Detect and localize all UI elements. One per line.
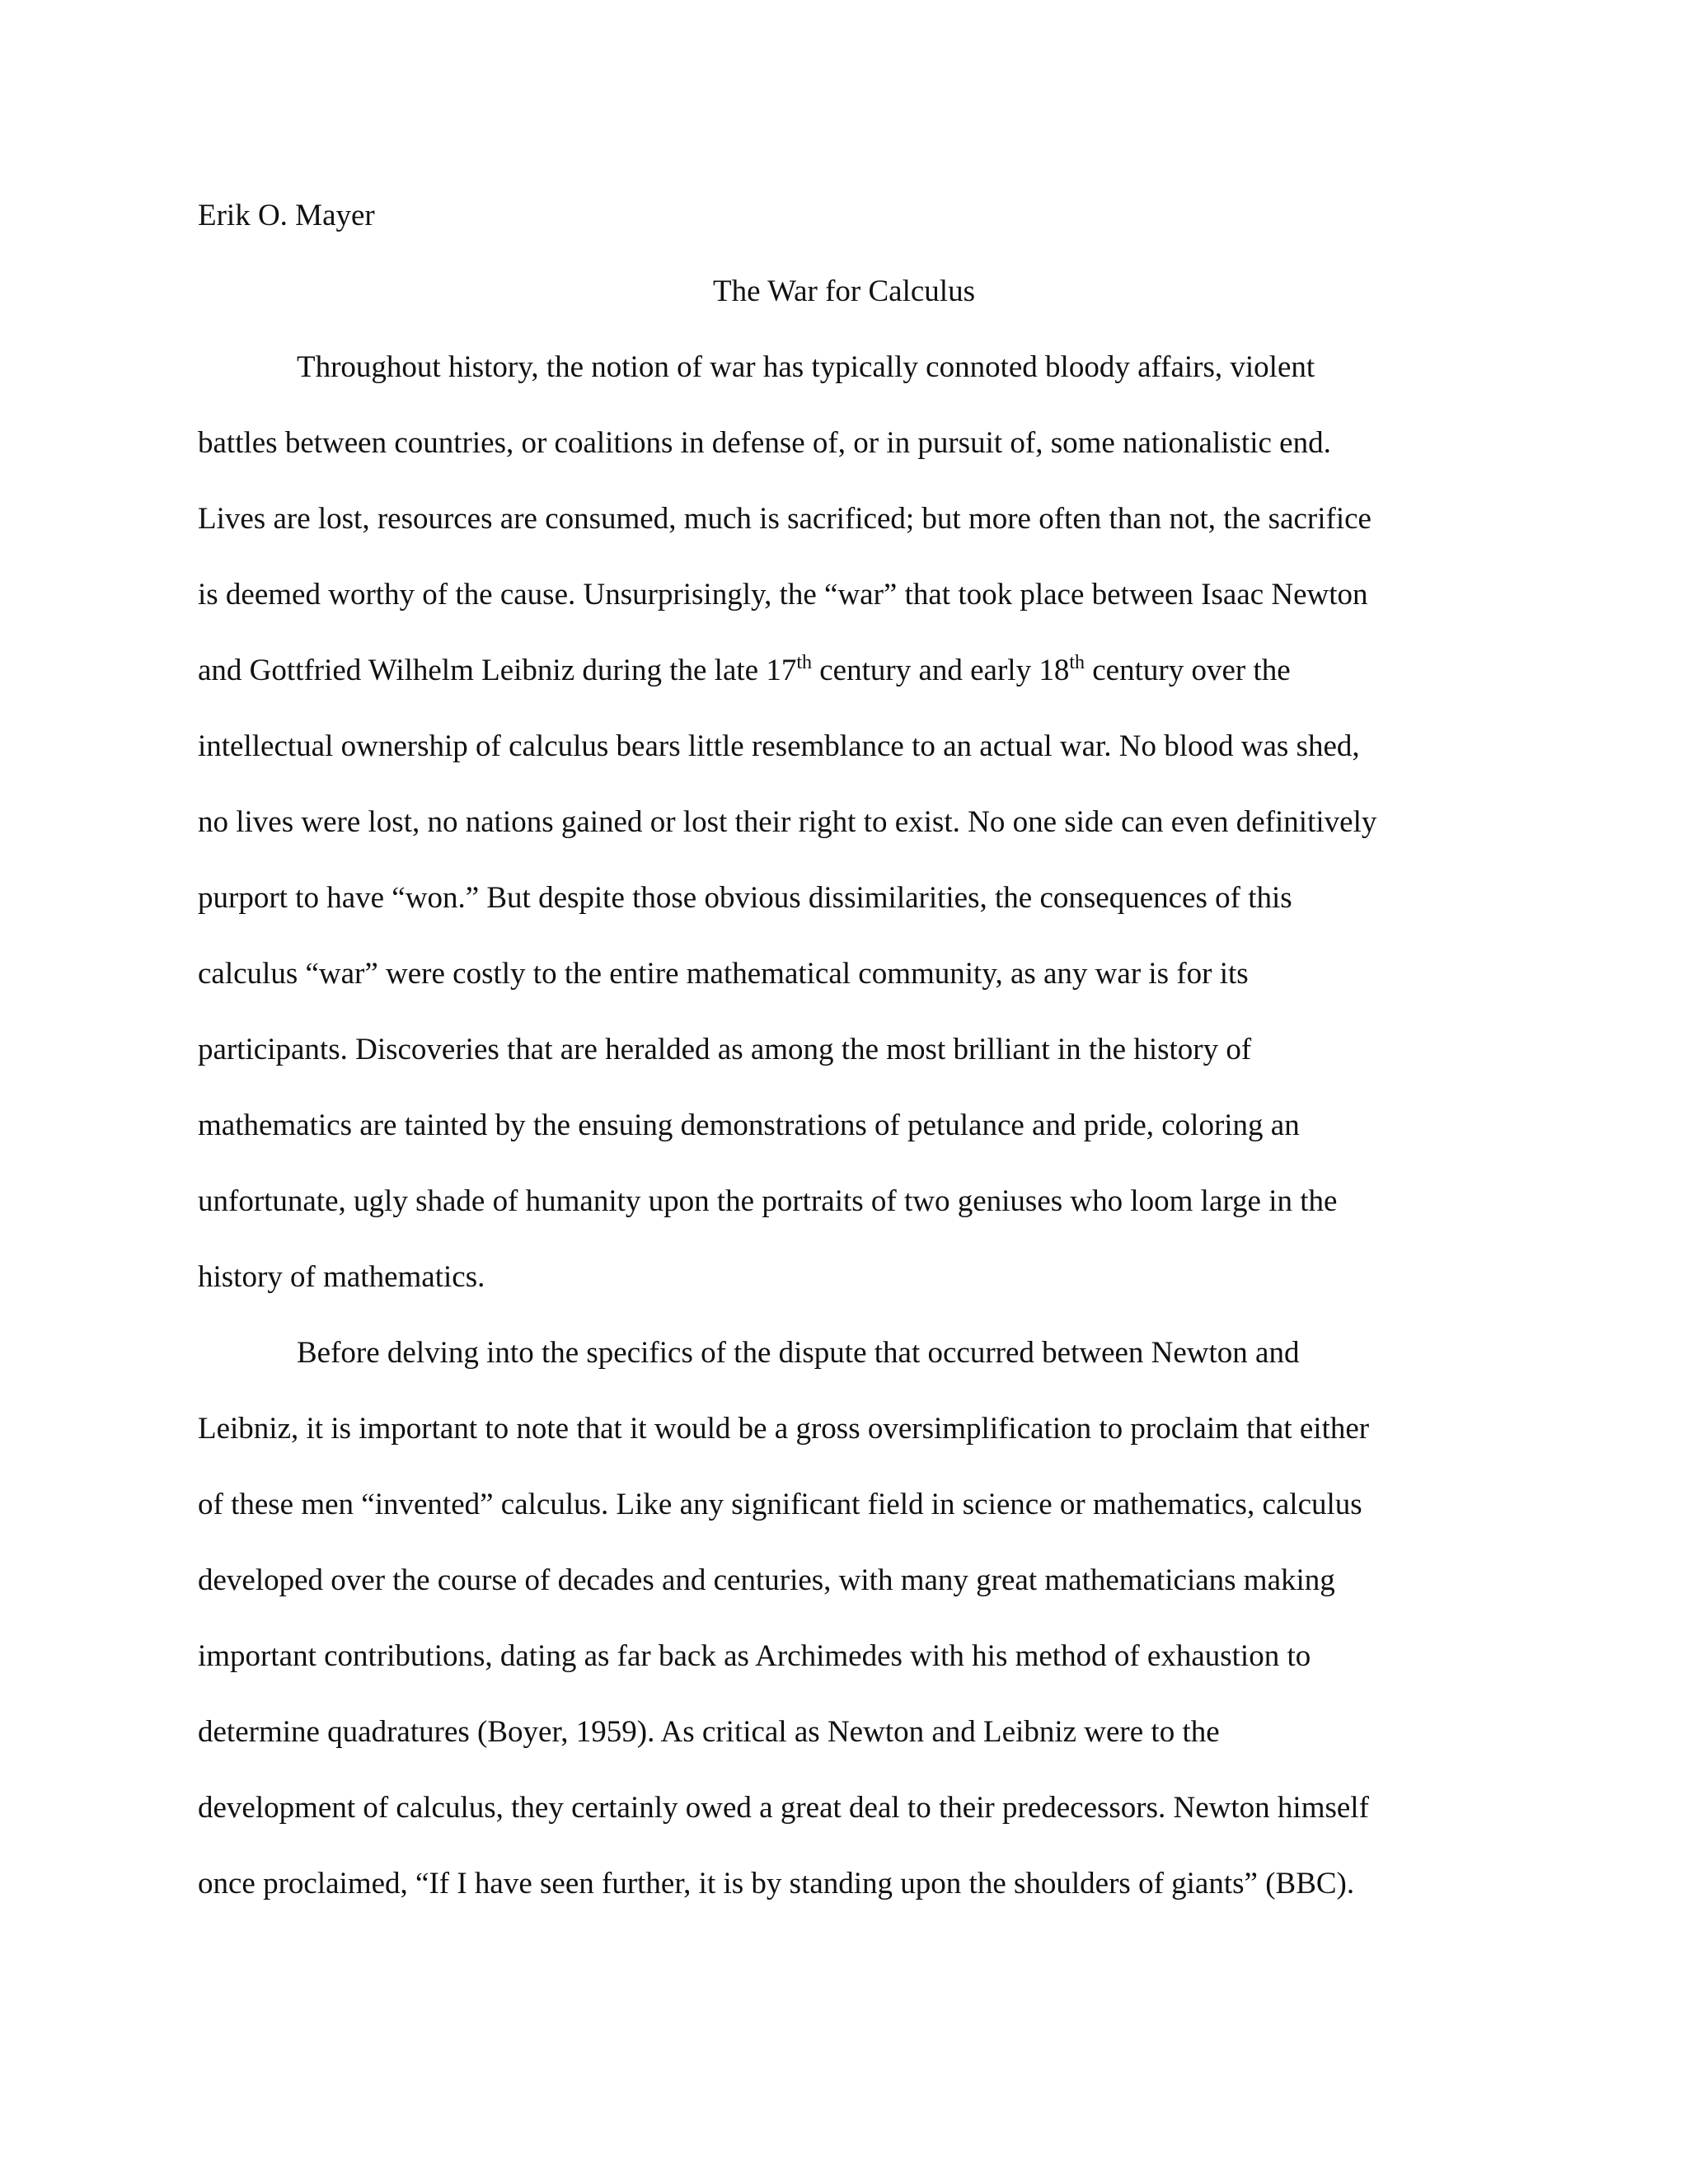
line-5-part-a: and Gottfried Wilhelm Leibniz during the late 17 (198, 654, 797, 687)
paragraph-2-line-3: of these men “invented” calculus. Like any significant field in science or mathematics, calculus (198, 1488, 1362, 1521)
superscript-th-17: th (796, 652, 812, 673)
paragraph-1-line-6: intellectual ownership of calculus bears little resemblance to an actual war. No blood was shed, (198, 729, 1360, 763)
paragraph-1-line-2: battles between countries, or coalitions in defense of, or in pursuit of, some nationalistic end. (198, 426, 1331, 460)
paragraph-2-line-8: once proclaimed, “If I have seen further, it is by standing upon the shoulders of giants” (BBC). (198, 1867, 1355, 1900)
paragraph-2-line-4: developed over the course of decades and centuries, with many great mathematicians making (198, 1563, 1335, 1597)
paragraph-2-line-7: development of calculus, they certainly owed a great deal to their predecessors. Newton himself (198, 1791, 1369, 1825)
paragraph-1-line-5 (198, 649, 1291, 692)
paragraph-1-line-13: history of mathematics. (198, 1260, 485, 1294)
paragraph-2-line-6: determine quadratures (Boyer, 1959). As critical as Newton and Leibniz were to the (198, 1715, 1220, 1749)
superscript-th-18: th (1069, 652, 1085, 673)
paragraph-2-line-5: important contributions, dating as far back as Archimedes with his method of exhaustion to (198, 1639, 1311, 1673)
line-5-part-c: century over the (1085, 654, 1291, 687)
paragraph-2-line-2: Leibniz, it is important to note that it would be a gross oversimplification to proclaim that either (198, 1412, 1370, 1446)
document-title: The War for Calculus (713, 274, 975, 308)
line-5-part-b: century and early 18 (812, 654, 1070, 687)
paragraph-1-line-12: unfortunate, ugly shade of humanity upon the portraits of two geniuses who loom large in the (198, 1184, 1338, 1218)
paragraph-1-line-3: Lives are lost, resources are consumed, much is sacrificed; but more often than not, the sacrifice (198, 502, 1372, 536)
paragraph-1-line-9: calculus “war” were costly to the entire mathematical community, as any war is for its (198, 957, 1249, 991)
paragraph-1-line-7: no lives were lost, no nations gained or lost their right to exist. No one side can even definitively (198, 805, 1377, 839)
paragraph-1-line-4: is deemed worthy of the cause. Unsurprisingly, the “war” that took place between Isaac Newton (198, 578, 1368, 612)
paragraph-1-line-10: participants. Discoveries that are heralded as among the most brilliant in the history of (198, 1033, 1252, 1066)
author-name: Erik O. Mayer (198, 199, 375, 232)
paragraph-1-line-11: mathematics are tainted by the ensuing demonstrations of petulance and pride, coloring an (198, 1108, 1300, 1142)
paragraph-1-line-8: purport to have “won.” But despite those obvious dissimilarities, the consequences of this (198, 881, 1292, 915)
paragraph-2-line-1: Before delving into the specifics of the dispute that occurred between Newton and (297, 1336, 1300, 1370)
paragraph-1-line-1: Throughout history, the notion of war has typically connoted bloody affairs, violent (297, 350, 1315, 384)
